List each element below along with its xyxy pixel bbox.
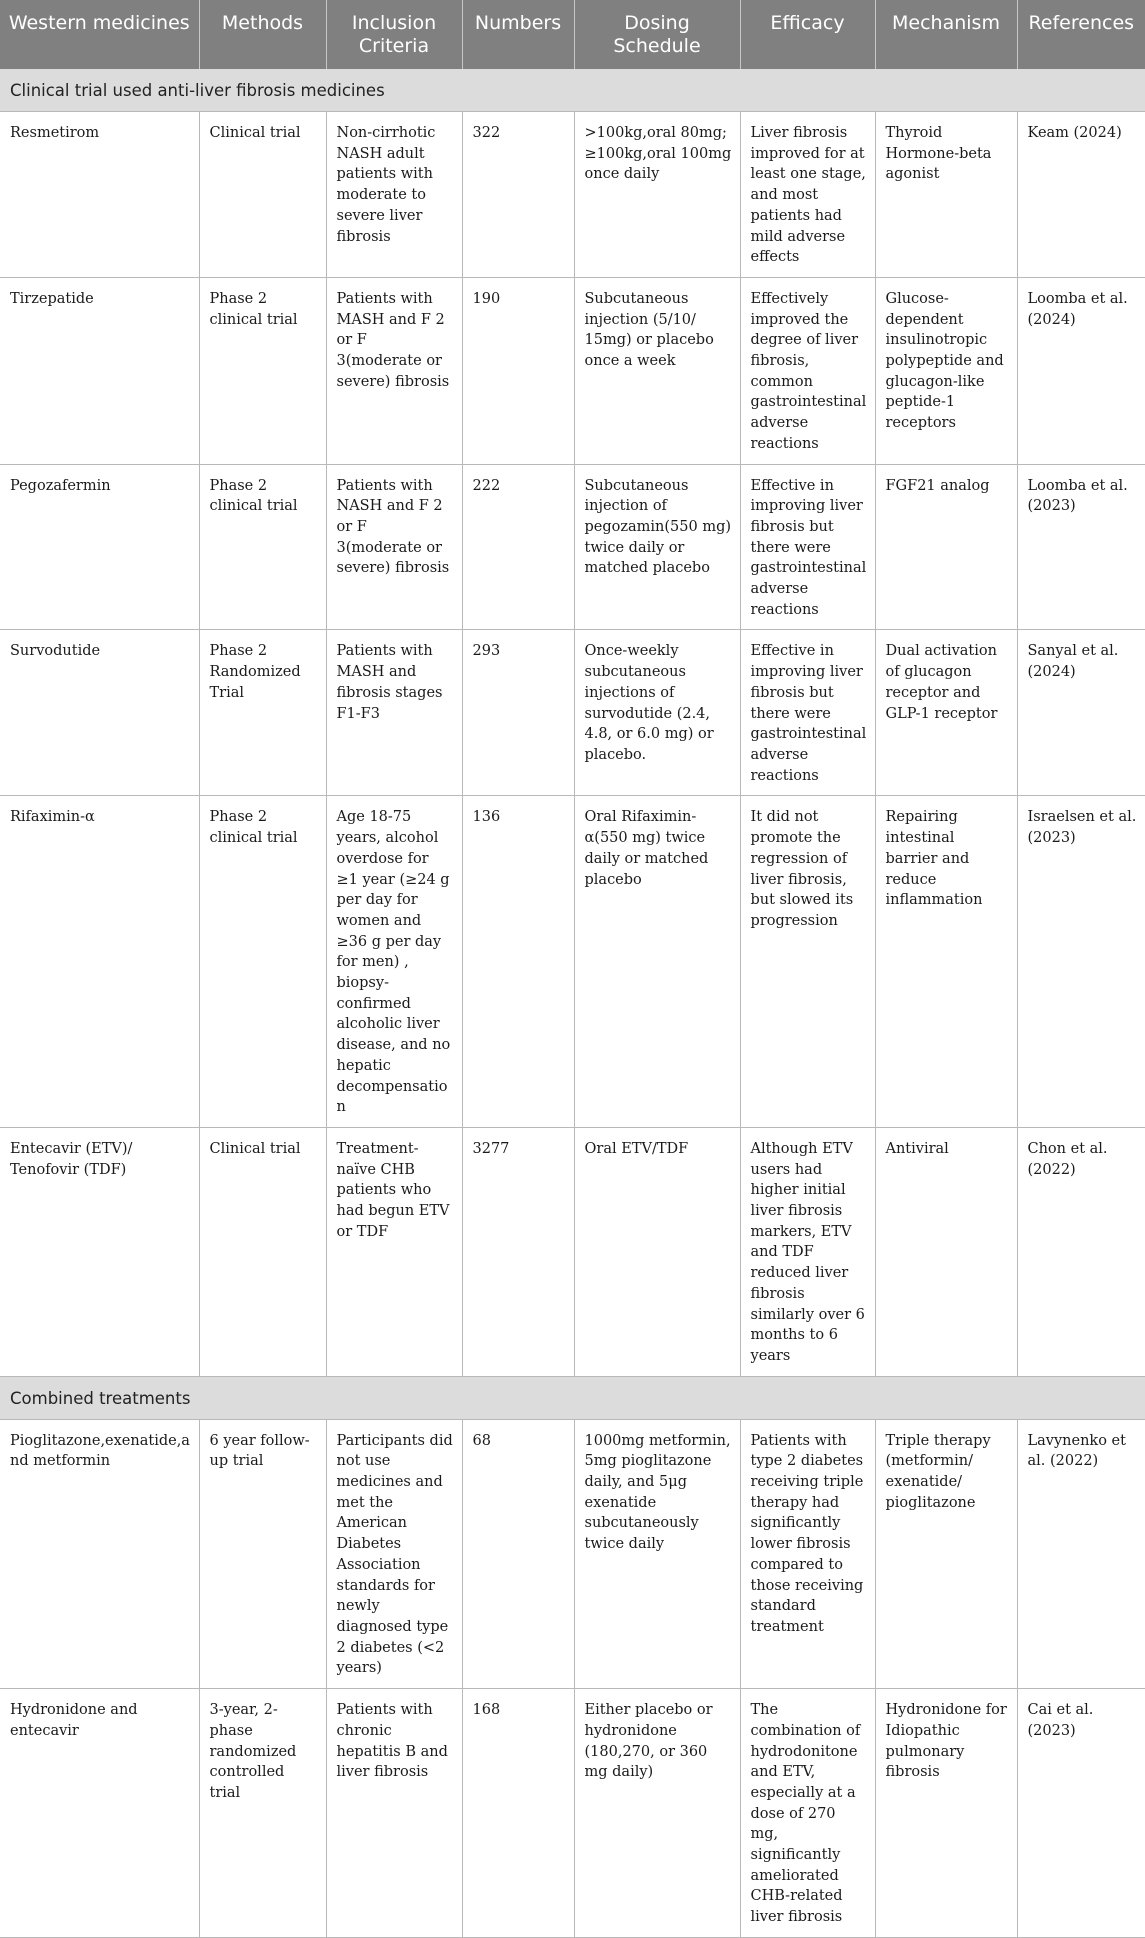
mechanism-cell: Hydronidone for Idiopathic pulmonary fibrosis <box>875 1689 1017 1938</box>
header-western-medicines: Western medicines <box>0 0 199 69</box>
efficacy-cell: It did not promote the regression of liver fibrosis, but slowed its progression <box>740 796 875 1128</box>
header-dosing-schedule: Dosing Schedule <box>574 0 740 69</box>
section-row <box>0 1376 1145 1419</box>
medicine-cell: Pegozafermin <box>0 464 199 630</box>
medicine-cell: Hydronidone and entecavir <box>0 1689 199 1938</box>
dosing-schedule-cell: Subcutaneous injection of pegozamin(550 mg) twice daily or matched placebo <box>574 464 740 630</box>
reference-cell: Israelsen et al. (2023) <box>1017 796 1145 1128</box>
dosing-schedule-cell: 1000mg metformin, 5mg pioglitazone daily, and 5μg exenatide subcutaneously twice daily <box>574 1419 740 1688</box>
header-references: References <box>1017 0 1145 69</box>
table-row <box>0 1127 1145 1376</box>
dosing-schedule-cell: Subcutaneous injection (5/10/ 15mg) or placebo once a week <box>574 277 740 464</box>
reference-cell: Lavynenko et al. (2022) <box>1017 1419 1145 1688</box>
number-cell: 322 <box>462 112 574 278</box>
header-mechanism: Mechanism <box>875 0 1017 69</box>
number-cell: 68 <box>462 1419 574 1688</box>
inclusion-criteria-cell: Patients with chronic hepatitis B and liver fibrosis <box>326 1689 462 1938</box>
number-cell: 293 <box>462 630 574 796</box>
efficacy-cell: Effective in improving liver fibrosis but there were gastrointestinal adverse reactions <box>740 464 875 630</box>
table-body <box>0 69 1145 1937</box>
number-cell: 190 <box>462 277 574 464</box>
header-numbers: Numbers <box>462 0 574 69</box>
table-row <box>0 112 1145 278</box>
table-row <box>0 630 1145 796</box>
reference-cell: Keam (2024) <box>1017 112 1145 278</box>
efficacy-cell: Patients with type 2 diabetes receiving triple therapy had significantly lower fibrosis compared to those receiving standard treatment <box>740 1419 875 1688</box>
number-cell: 168 <box>462 1689 574 1938</box>
table-row <box>0 277 1145 464</box>
inclusion-criteria-cell: Age 18-75 years, alcohol overdose for ≥1 year (≥24 g per day for women and ≥36 g per day for men) , biopsy-confirmed alcoholic liver disease, and no hepatic decompensation <box>326 796 462 1128</box>
reference-cell: Sanyal et al. (2024) <box>1017 630 1145 796</box>
dosing-schedule-cell: Either placebo or hydronidone (180,270, or 360 mg daily) <box>574 1689 740 1938</box>
mechanism-cell: Antiviral <box>875 1127 1017 1376</box>
table-row <box>0 1419 1145 1688</box>
dosing-schedule-cell: Oral Rifaximin-α(550 mg) twice daily or matched placebo <box>574 796 740 1128</box>
table-row <box>0 1689 1145 1938</box>
header-inclusion-criteria: Inclusion Criteria <box>326 0 462 69</box>
medicine-cell: Tirzepatide <box>0 277 199 464</box>
medicine-cell: Entecavir (ETV)/ Tenofovir (TDF) <box>0 1127 199 1376</box>
inclusion-criteria-cell: Participants did not use medicines and met the American Diabetes Association standards for newly diagnosed type 2 diabetes (<2 years) <box>326 1419 462 1688</box>
dosing-schedule-cell: Once-weekly subcutaneous injections of survodutide (2.4, 4.8, or 6.0 mg) or placebo. <box>574 630 740 796</box>
header-methods: Methods <box>199 0 326 69</box>
section-title: Clinical trial used anti-liver fibrosis medicines <box>0 69 1145 112</box>
inclusion-criteria-cell: Treatment-naïve CHB patients who had begun ETV or TDF <box>326 1127 462 1376</box>
method-cell: 6 year follow-up trial <box>199 1419 326 1688</box>
efficacy-cell: Although ETV users had higher initial liver fibrosis markers, ETV and TDF reduced liver fibrosis similarly over 6 months to 6 years <box>740 1127 875 1376</box>
medicine-cell: Pioglitazone,exenatide,and metformin <box>0 1419 199 1688</box>
number-cell: 136 <box>462 796 574 1128</box>
reference-cell: Loomba et al. (2024) <box>1017 277 1145 464</box>
method-cell: Phase 2 Randomized Trial <box>199 630 326 796</box>
method-cell: Phase 2 clinical trial <box>199 796 326 1128</box>
method-cell: Phase 2 clinical trial <box>199 464 326 630</box>
method-cell: Phase 2 clinical trial <box>199 277 326 464</box>
medicine-cell: Resmetirom <box>0 112 199 278</box>
method-cell: 3-year, 2-phase randomized controlled trial <box>199 1689 326 1938</box>
reference-cell: Chon et al. (2022) <box>1017 1127 1145 1376</box>
section-row <box>0 69 1145 112</box>
mechanism-cell: Thyroid Hormone-beta agonist <box>875 112 1017 278</box>
method-cell: Clinical trial <box>199 1127 326 1376</box>
inclusion-criteria-cell: Patients with NASH and F 2 or F 3(moderate or severe) fibrosis <box>326 464 462 630</box>
efficacy-cell: The combination of hydrodonitone and ETV, especially at a dose of 270 mg, significantly ameliorated CHB-related liver fibrosis <box>740 1689 875 1938</box>
reference-cell: Cai et al. (2023) <box>1017 1689 1145 1938</box>
mechanism-cell: Repairing intestinal barrier and reduce inflammation <box>875 796 1017 1128</box>
efficacy-cell: Liver fibrosis improved for at least one stage, and most patients had mild adverse effects <box>740 112 875 278</box>
number-cell: 3277 <box>462 1127 574 1376</box>
dosing-schedule-cell: >100kg,oral 80mg; ≥100kg,oral 100mg once daily <box>574 112 740 278</box>
medicine-cell: Rifaximin-α <box>0 796 199 1128</box>
medicine-cell: Survodutide <box>0 630 199 796</box>
inclusion-criteria-cell: Patients with MASH and fibrosis stages F1-F3 <box>326 630 462 796</box>
efficacy-cell: Effectively improved the degree of liver fibrosis, common gastrointestinal adverse reactions <box>740 277 875 464</box>
mechanism-cell: Triple therapy (metformin/ exenatide/ pioglitazone <box>875 1419 1017 1688</box>
section-title: Combined treatments <box>0 1376 1145 1419</box>
dosing-schedule-cell: Oral ETV/TDF <box>574 1127 740 1376</box>
header-efficacy: Efficacy <box>740 0 875 69</box>
table-row <box>0 464 1145 630</box>
method-cell: Clinical trial <box>199 112 326 278</box>
number-cell: 222 <box>462 464 574 630</box>
mechanism-cell: Dual activation of glucagon receptor and GLP-1 receptor <box>875 630 1017 796</box>
mechanism-cell: Glucose-dependent insulinotropic polypeptide and glucagon-like peptide-1 receptors <box>875 277 1017 464</box>
mechanism-cell: FGF21 analog <box>875 464 1017 630</box>
inclusion-criteria-cell: Non-cirrhotic NASH adult patients with moderate to severe liver fibrosis <box>326 112 462 278</box>
header-row <box>0 0 1145 69</box>
table-row <box>0 796 1145 1128</box>
inclusion-criteria-cell: Patients with MASH and F 2 or F 3(moderate or severe) fibrosis <box>326 277 462 464</box>
reference-cell: Loomba et al. (2023) <box>1017 464 1145 630</box>
efficacy-cell: Effective in improving liver fibrosis but there were gastrointestinal adverse reactions <box>740 630 875 796</box>
